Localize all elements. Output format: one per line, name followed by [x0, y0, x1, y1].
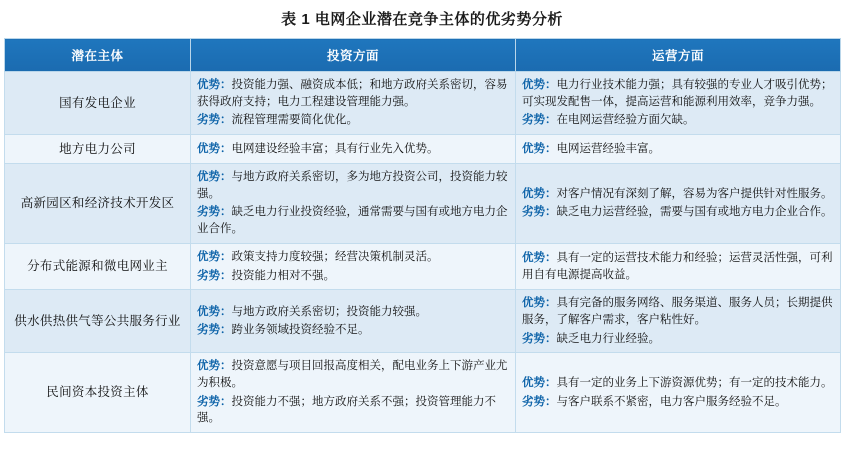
- operation-disadvantage: [522, 394, 834, 411]
- header-row: [5, 39, 841, 72]
- table-title: 表 1 电网企业潜在竞争主体的优劣势分析: [281, 11, 563, 28]
- cell-operation: [516, 164, 841, 244]
- investment-advantage: [197, 169, 509, 202]
- advantage-label: 优势：: [522, 376, 557, 389]
- cell-subject: 民间资本投资主体: [5, 353, 191, 433]
- disadvantage-label: 劣势：: [522, 395, 557, 408]
- investment-disadvantage: [197, 394, 509, 427]
- advantage-label: 优势：: [197, 79, 232, 91]
- cell-investment: [191, 290, 516, 353]
- table-row: [5, 72, 841, 135]
- advantage-label: 优势：: [197, 250, 232, 263]
- investment-disadvantage: [197, 112, 509, 129]
- operation-disadvantage: [522, 112, 834, 129]
- investment-advantage: [197, 141, 509, 158]
- disadvantage-label: 劣势：: [522, 206, 557, 219]
- advantage-label: 优势：: [522, 142, 557, 155]
- disadvantage-text: 缺乏电力行业经验。: [556, 332, 660, 345]
- advantage-text: 具有一定的业务上下游资源优势；有一定的技术能力。: [556, 376, 833, 389]
- disadvantage-label: 劣势：: [197, 395, 232, 408]
- disadvantage-text: 投资能力不强；地方政府关系不强；投资管理能力不强。: [197, 395, 496, 425]
- disadvantage-label: 劣势：: [522, 114, 557, 127]
- investment-disadvantage: [197, 268, 509, 285]
- advantage-text: 投资能力强、融资成本低；和地方政府关系密切，容易获得政府支持；电力工程建设管理能力强。: [197, 79, 508, 108]
- table-body: [5, 72, 841, 433]
- operation-advantage: [522, 250, 834, 283]
- table-row: [5, 243, 841, 289]
- advantage-label: 优势：: [197, 305, 232, 318]
- advantage-label: 优势：: [522, 187, 557, 200]
- advantage-text: 电网运营经验丰富。: [556, 142, 660, 155]
- investment-advantage: [197, 358, 509, 391]
- disadvantage-label: 劣势：: [197, 324, 232, 337]
- table-row: [5, 135, 841, 164]
- table-row: [5, 164, 841, 244]
- advantage-text: 政策支持力度较强；经营决策机制灵活。: [231, 250, 439, 263]
- column-header-operation: 运营方面: [516, 39, 841, 72]
- investment-disadvantage: [197, 204, 509, 237]
- disadvantage-label: 劣势：: [197, 269, 232, 282]
- operation-advantage: [522, 77, 834, 110]
- operation-advantage: [522, 186, 834, 203]
- advantage-text: 电网建设经验丰富；具有行业先入优势。: [231, 142, 439, 155]
- disadvantage-label: 劣势：: [522, 332, 557, 345]
- cell-investment: [191, 72, 516, 135]
- cell-operation: [516, 243, 841, 289]
- table-row: [5, 353, 841, 433]
- cell-subject: 国有发电企业: [5, 72, 191, 135]
- cell-subject: 分布式能源和微电网业主: [5, 243, 191, 289]
- column-header-investment: 投资方面: [191, 39, 516, 72]
- cell-subject: 供水供热供气等公共服务行业: [5, 290, 191, 353]
- investment-advantage: [197, 249, 509, 266]
- advantage-text: 具有一定的运营技术能力和经验；运营灵活性强，可利用自有电源提高收益。: [522, 251, 833, 281]
- cell-investment: [191, 135, 516, 164]
- cell-operation: [516, 72, 841, 135]
- advantage-label: 优势：: [197, 142, 232, 155]
- advantage-text: 电力行业技术能力强；具有较强的专业人才吸引优势；可实现发配售一体，提高运营和能源利用效率，竞争力强。: [522, 79, 833, 108]
- advantage-label: 优势：: [522, 297, 557, 310]
- advantage-label: 优势：: [522, 251, 557, 264]
- disadvantage-text: 在电网运营经验方面欠缺。: [556, 114, 695, 127]
- advantage-text: 与地方政府关系密切；投资能力较强。: [231, 305, 427, 318]
- cell-operation: [516, 353, 841, 433]
- advantage-label: 优势：: [522, 79, 557, 91]
- disadvantage-label: 劣势：: [197, 206, 232, 219]
- disadvantage-text: 与客户联系不紧密，电力客户服务经验不足。: [556, 395, 787, 408]
- operation-advantage: [522, 295, 834, 328]
- disadvantage-text: 流程管理需要简化优化。: [231, 114, 358, 127]
- operation-disadvantage: [522, 204, 834, 221]
- investment-disadvantage: [197, 322, 509, 339]
- advantage-text: 具有完备的服务网络、服务渠道、服务人员；长期提供服务，了解客户需求，客户粘性好。: [522, 297, 833, 326]
- advantage-text: 投资意愿与项目回报高度相关，配电业务上下游产业尤为积极。: [197, 360, 508, 389]
- disadvantage-text: 投资能力相对不强。: [231, 269, 335, 282]
- operation-disadvantage: [522, 331, 834, 348]
- investment-advantage: [197, 304, 509, 321]
- investment-advantage: [197, 77, 509, 110]
- advantage-label: 优势：: [197, 360, 232, 373]
- column-header-subject: 潜在主体: [5, 39, 191, 72]
- advantage-label: 优势：: [197, 171, 232, 184]
- cell-investment: [191, 164, 516, 244]
- disadvantage-label: 劣势：: [197, 114, 232, 127]
- advantage-text: 对客户情况有深刻了解，容易为客户提供针对性服务。: [556, 187, 833, 200]
- cell-investment: [191, 243, 516, 289]
- disadvantage-text: 跨业务领域投资经验不足。: [231, 324, 370, 337]
- advantage-text: 与地方政府关系密切，多为地方投资公司，投资能力较强。: [197, 171, 508, 200]
- cell-operation: [516, 290, 841, 353]
- analysis-table: [4, 38, 841, 433]
- disadvantage-text: 缺乏电力运营经验，需要与国有或地方电力企业合作。: [556, 206, 833, 219]
- table-row: [5, 290, 841, 353]
- table-header: [5, 39, 841, 72]
- operation-advantage: [522, 375, 834, 392]
- operation-advantage: [522, 141, 834, 158]
- cell-subject: 高新园区和经济技术开发区: [5, 164, 191, 244]
- cell-investment: [191, 353, 516, 433]
- cell-subject: 地方电力公司: [5, 135, 191, 164]
- disadvantage-text: 缺乏电力行业投资经验，通常需要与国有或地方电力企业合作。: [197, 206, 508, 236]
- cell-operation: [516, 135, 841, 164]
